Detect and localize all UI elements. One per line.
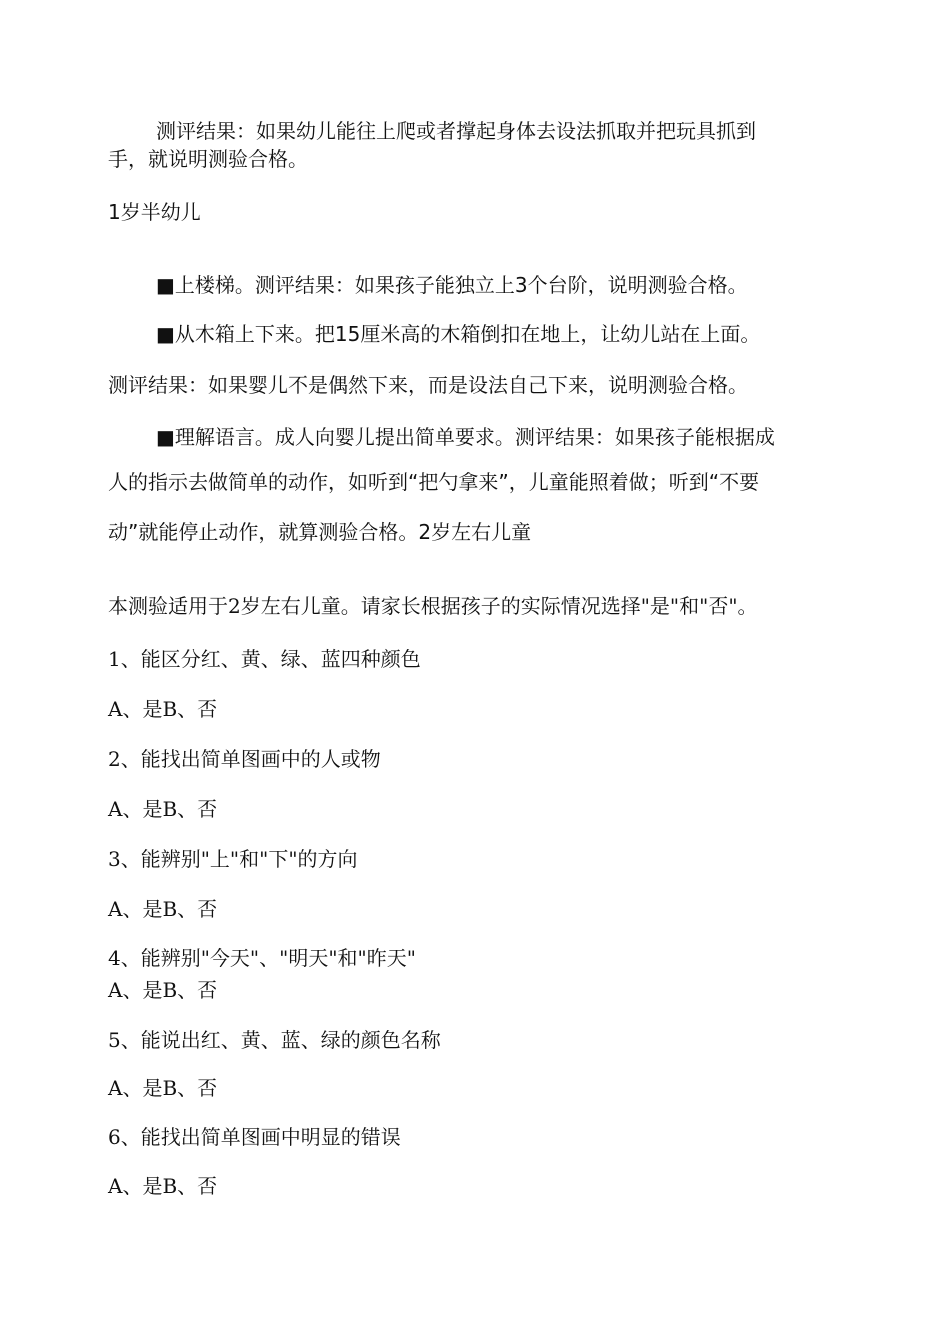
item-language-line2: 人的指示去做简单的动作，如听到“把勺拿来”，儿童能照着做；听到“不要 [108,470,760,494]
item-box-line1: ■从木箱上下来。把15厘米高的木箱倒扣在地上，让幼儿站在上面。 [156,322,761,346]
answer-options-2: A、是B、否 [108,797,218,821]
question-5: 5、能说出红、黄、蓝、绿的颜色名称 [108,1028,441,1052]
answer-options-4: A、是B、否 [108,978,218,1002]
intro-paragraph: 本测验适用于2岁左右儿童。请家长根据孩子的实际情况选择"是"和"否"。 [108,594,758,618]
paragraph-result-line1: 测评结果：如果幼儿能往上爬或者撑起身体去设法抓取并把玩具抓到 [156,119,756,143]
item-language-line3: 动”就能停止动作，就算测验合格。2岁左右儿童 [108,520,532,544]
paragraph-result-line2: 手，就说明测验合格。 [108,147,308,171]
section-heading-1-5-years: 1岁半幼儿 [108,200,201,224]
item-language-line1: ■理解语言。成人向婴儿提出简单要求。测评结果：如果孩子能根据成 [156,425,775,449]
item-box-line2: 测评结果：如果婴儿不是偶然下来，而是设法自己下来，说明测验合格。 [108,373,748,397]
answer-options-3: A、是B、否 [108,897,218,921]
question-4: 4、能辨别"今天"、"明天"和"昨天" [108,946,416,970]
question-3: 3、能辨别"上"和"下"的方向 [108,847,358,871]
answer-options-5: A、是B、否 [108,1076,218,1100]
answer-options-6: A、是B、否 [108,1174,218,1198]
question-2: 2、能找出简单图画中的人或物 [108,747,381,771]
item-stairs: ■上楼梯。测评结果：如果孩子能独立上3个台阶，说明测验合格。 [156,273,748,297]
answer-options-1: A、是B、否 [108,697,218,721]
question-6: 6、能找出简单图画中明显的错误 [108,1125,401,1149]
question-1: 1、能区分红、黄、绿、蓝四种颜色 [108,647,421,671]
